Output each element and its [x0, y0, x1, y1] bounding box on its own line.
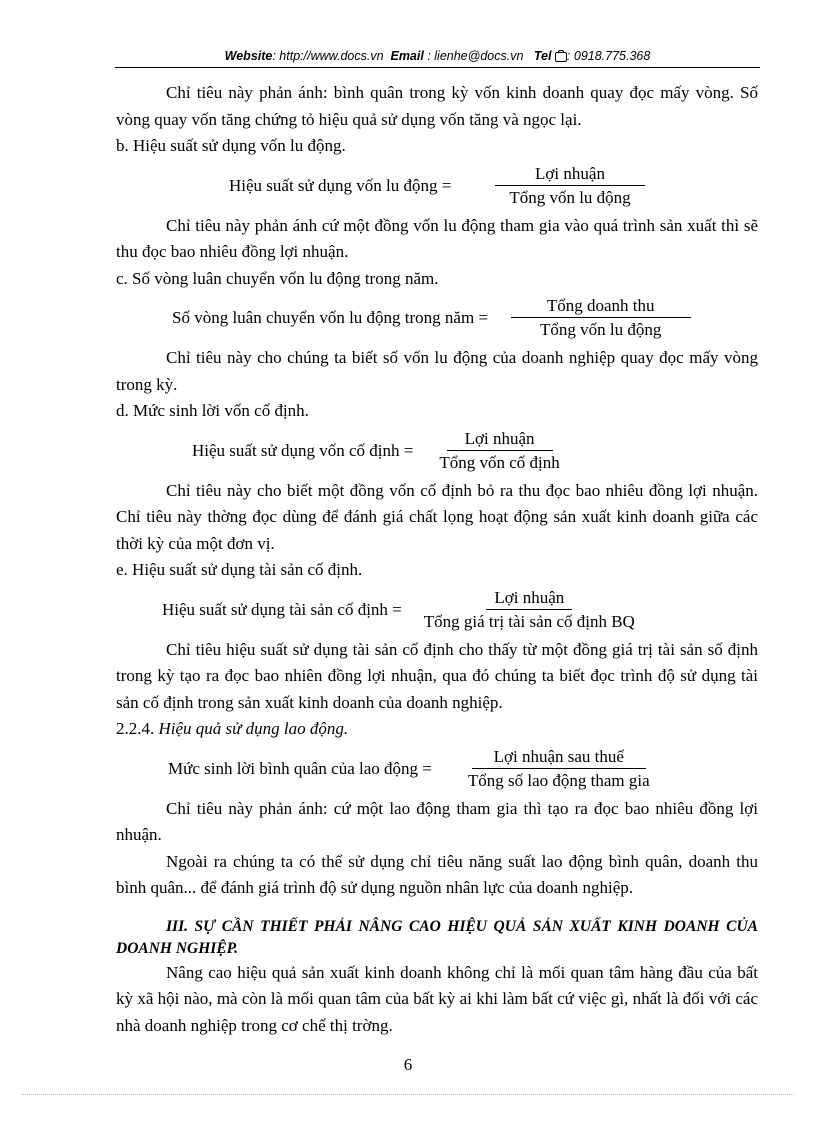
paragraph-5: Chỉ tiêu hiệu suất sử dụng tài sản cố định cho thấy từ một đồng giá trị tài sản số định trong kỳ tạo ra đọc bao nhiên đồng lợi nhuận, qua đó chúng ta biết đọc trình độ sử dụng tài sản cố định trong sản xuất kinh doanh của doanh nghiệp. — [116, 639, 758, 712]
heading-2-2-4-number: 2.2.4. — [116, 719, 155, 738]
heading-2-2-4-title: Hiệu quả sử dụng lao động. — [158, 719, 349, 738]
formula-4-numerator: Lợi nhuận — [486, 587, 572, 610]
formula-2-label: Số vòng luân chuyển vốn lu động trong năm = — [172, 308, 489, 328]
formula-2-fraction — [504, 295, 697, 342]
page-number: 6 — [403, 1055, 413, 1074]
formula-3-fraction — [421, 428, 577, 475]
formula-5 — [116, 746, 758, 793]
formula-1-numerator: Lợi nhuận — [495, 163, 645, 186]
heading-c: c. Số vòng luân chuyển vốn lu động trong năm. — [116, 268, 439, 288]
formula-1-fraction — [469, 163, 670, 210]
footer-divider — [22, 1094, 794, 1095]
formula-4-fraction — [416, 587, 643, 634]
formula-1-denominator: Tổng vốn lu động — [509, 187, 631, 207]
paragraph-6: Chỉ tiêu này phản ánh: cứ một lao động tham gia thì tạo ra đọc bao nhiêu đồng lợi nhuận. — [116, 798, 758, 844]
formula-3 — [116, 428, 758, 475]
tel-value: : 0918.775.368 — [566, 49, 651, 63]
formula-5-label: Mức sinh lời bình quân của lao động = — [168, 758, 432, 778]
website-value: : http://www.docs.vn — [272, 49, 384, 63]
formula-1-label: Hiệu suất sử dụng vốn lu động = — [229, 175, 452, 195]
formula-3-denominator: Tổng vốn cố định — [439, 452, 560, 472]
email-value: : lienhe@docs.vn — [427, 49, 524, 63]
heading-d: d. Mức sinh lời vốn cố định. — [116, 401, 309, 420]
tel-label: Tel — [533, 49, 552, 63]
formula-5-denominator: Tổng số lao động tham gia — [467, 770, 650, 790]
document-body — [116, 80, 758, 1039]
formula-3-label: Hiệu suất sử dụng vốn cố định = — [192, 440, 414, 460]
paragraph-8: Nâng cao hiệu quả sản xuất kinh doanh không chỉ là mối quan tâm hàng đầu của bất kỳ xã hội nào, mà còn là mối quan tâm của bất kỳ ai khi làm bất cứ việc gì, nhất là đối với các nhà doanh nghiệp trong cơ chế thị trờng. — [116, 962, 758, 1035]
formula-5-fraction — [446, 746, 672, 793]
email-label: Email — [390, 49, 424, 63]
formula-4-label: Hiệu suất sử dụng tài sản cố định = — [162, 599, 402, 619]
formula-2-numerator: Tổng doanh thu — [511, 295, 691, 318]
phone-icon — [555, 52, 567, 62]
formula-5-numerator: Lợi nhuận sau thuế — [472, 746, 646, 769]
website-label: Website — [224, 49, 273, 63]
formula-4 — [116, 587, 758, 634]
paragraph-1: Chỉ tiêu này phản ánh: bình quân trong kỳ vốn kinh doanh quay đọc mấy vòng. Số vòng quay vốn tăng chứng tỏ hiệu quả sử dụng vốn tăng và ngọc lại. — [116, 83, 758, 129]
paragraph-7: Ngoài ra chúng ta có thể sử dụng chỉ tiêu năng suất lao động bình quân, doanh thu bình quân... để đánh giá trình độ sử dụng nguồn nhân lực của doanh nghiệp. — [116, 851, 758, 897]
paragraph-4: Chỉ tiêu này cho biết một đồng vốn cố định bỏ ra thu đọc bao nhiêu đồng lợi nhuận. Chỉ tiêu này thờng đọc dùng để đánh giá chất lọng hoạt động sản xuất kinh doanh giữa các thời kỳ của một đơn vị. — [116, 480, 758, 553]
formula-2 — [116, 295, 758, 342]
page-header — [115, 47, 760, 68]
formula-3-numerator: Lợi nhuận — [447, 428, 553, 451]
heading-e: e. Hiệu suất sử dụng tài sản cố định. — [116, 560, 363, 579]
formula-4-denominator: Tổng giá trị tài sản cố định BQ — [423, 611, 635, 631]
heading-2-2-4 — [116, 716, 758, 743]
paragraph-2: Chỉ tiêu này phản ánh cứ một đồng vốn lu động tham gia vào quá trình sản xuất thì sẽ thu đọc bao nhiêu đồng lợi nhuận. — [116, 215, 758, 261]
paragraph-3: Chỉ tiêu này cho chúng ta biết số vốn lu động của doanh nghiệp quay đọc mấy vòng trong kỳ. — [116, 348, 758, 394]
heading-b: b. Hiệu suất sử dụng vốn lu động. — [116, 136, 346, 155]
formula-2-denominator: Tổng vốn lu động — [540, 320, 662, 339]
section-iii-heading: III. SỰ CẦN THIẾT PHẢI NÂNG CAO HIỆU QUẢ SẢN XUẤT KINH DOANH CỦA DOANH NGHIỆP. — [116, 917, 758, 957]
formula-1 — [116, 163, 758, 210]
